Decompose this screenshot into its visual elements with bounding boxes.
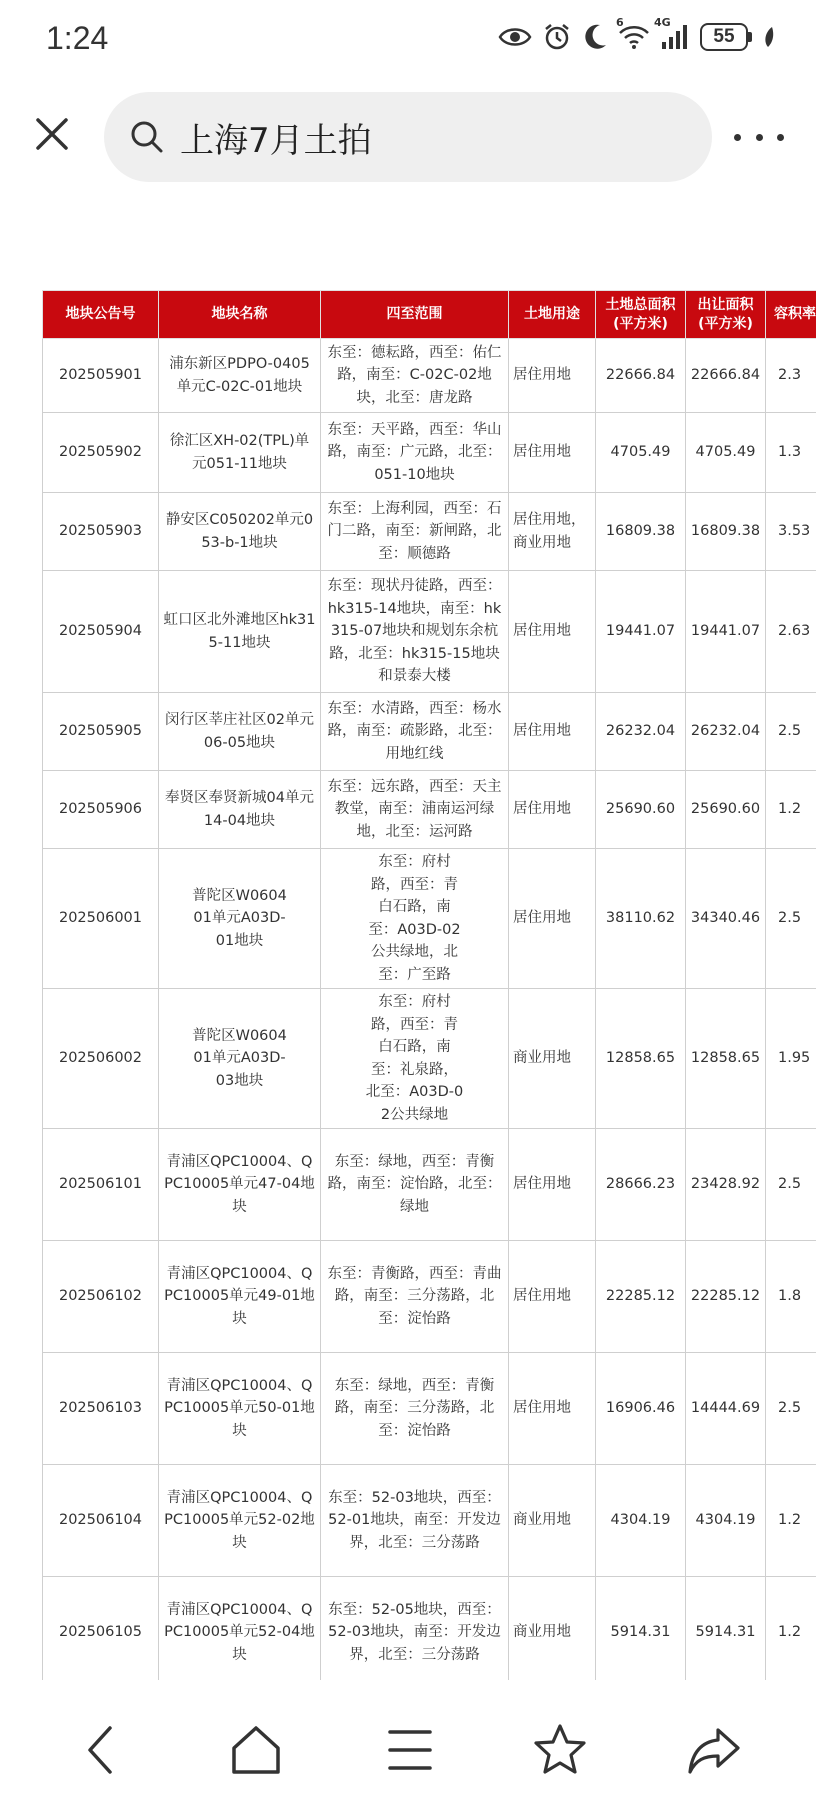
search-icon [130, 120, 164, 154]
cell-sell-area: 4705.49 [686, 413, 766, 493]
cell-boundary: 东至：52-03地块，西至：52-01地块，南至：开发边界，北至：三分荡路 [321, 1465, 509, 1577]
cell-plot-name: 青浦区QPC10004、QPC10005单元49-01地块 [159, 1241, 321, 1353]
cell-boundary: 东至：远东路，西至：天主教堂，南至：浦南运河绿地，北至：运河路 [321, 771, 509, 849]
cell-notice-no: 202506001 [43, 849, 159, 989]
moon-icon [582, 23, 608, 51]
wifi-indicator [616, 16, 650, 50]
cell-notice-no: 202505903 [43, 493, 159, 571]
cell-notice-no: 202506002 [43, 989, 159, 1129]
table-row [43, 989, 816, 1129]
cell-boundary: 东至：绿地，西至：青衡路，南至：淀怡路，北至：绿地 [321, 1129, 509, 1241]
alarm-icon [542, 22, 572, 52]
table-row [43, 693, 816, 771]
cell-boundary: 东至：府村路，西至：青白石路，南至：A03D-02公共绿地，北至：广至路 [321, 849, 509, 989]
cell-notice-no: 202506103 [43, 1353, 159, 1465]
cell-notice-no: 202506101 [43, 1129, 159, 1241]
cell-boundary: 东至：青衡路，西至：青曲路，南至：三分荡路，北至：淀怡路 [321, 1241, 509, 1353]
cell-far: 2.63 [766, 571, 816, 693]
header-total-area [596, 291, 686, 339]
cell-plot-name: 青浦区QPC10004、QPC10005单元52-04地块 [159, 1577, 321, 1681]
cell-boundary: 东至：52-05地块，西至：52-03地块，南至：开发边界，北至：三分荡路 [321, 1577, 509, 1681]
more-options-button[interactable] [734, 122, 784, 152]
cell-total-area: 38110.62 [596, 849, 686, 989]
header-far: 容积率 [766, 291, 816, 339]
cell-boundary: 东至：德耘路，西至：佑仁路，南至：C-02C-02地块，北至：唐龙路 [321, 339, 509, 413]
cell-far: 1.2 [766, 771, 816, 849]
cell-sell-area: 25690.60 [686, 771, 766, 849]
cell-total-area: 16906.46 [596, 1353, 686, 1465]
battery-icon [700, 23, 752, 51]
cell-land-use: 居住用地 [509, 771, 596, 849]
table-row [43, 771, 816, 849]
header-sell-area-line1: 出让面积 [697, 296, 754, 313]
menu-icon [380, 1720, 440, 1780]
cell-total-area: 12858.65 [596, 989, 686, 1129]
search-input[interactable] [180, 117, 660, 157]
cell-notice-no: 202505906 [43, 771, 159, 849]
cell-plot-name: 虹口区北外滩地区hk315-11地块 [159, 571, 321, 693]
back-button[interactable] [74, 1720, 134, 1780]
cell-total-area: 16809.38 [596, 493, 686, 571]
cell-sell-area: 5914.31 [686, 1577, 766, 1681]
cell-far: 2.5 [766, 1353, 816, 1465]
favorite-button[interactable] [530, 1720, 590, 1780]
header-land-use: 土地用途 [509, 291, 596, 339]
share-icon [684, 1720, 744, 1780]
table-row [43, 1241, 816, 1353]
cell-total-area: 26232.04 [596, 693, 686, 771]
cell-sell-area: 4304.19 [686, 1465, 766, 1577]
cell-boundary: 东至：绿地，西至：青衡路，南至：三分荡路，北至：淀怡路 [321, 1353, 509, 1465]
cell-boundary: 东至：府村路，西至：青白石路，南至：礼泉路，北至：A03D-02公共绿地 [321, 989, 509, 1129]
close-icon [30, 112, 74, 156]
cell-sell-area: 23428.92 [686, 1129, 766, 1241]
cell-plot-name: 普陀区W060401单元A03D-01地块 [159, 849, 321, 989]
search-bar[interactable] [104, 92, 712, 182]
table-row [43, 493, 816, 571]
header-sell-area [686, 291, 766, 339]
header-total-area-line1: 土地总面积 [605, 296, 676, 313]
table-row [43, 1577, 816, 1681]
table-body [43, 339, 816, 1681]
header-boundary: 四至范围 [321, 291, 509, 339]
land-auction-table-container[interactable] [42, 290, 816, 1680]
more-dot-icon [734, 134, 741, 141]
land-auction-table [42, 290, 816, 1680]
cell-total-area: 22666.84 [596, 339, 686, 413]
search-header [0, 92, 816, 182]
network-badge: 4G [654, 16, 671, 29]
cell-far: 1.2 [766, 1465, 816, 1577]
bottom-navigation [0, 1700, 816, 1800]
cell-sell-area: 26232.04 [686, 693, 766, 771]
table-row [43, 1129, 816, 1241]
cell-far: 3.53 [766, 493, 816, 571]
cell-total-area: 22285.12 [596, 1241, 686, 1353]
back-icon [74, 1720, 134, 1780]
cell-plot-name: 静安区C050202单元053-b-1地块 [159, 493, 321, 571]
cell-land-use: 商业用地 [509, 1465, 596, 1577]
cell-land-use: 居住用地 [509, 339, 596, 413]
cell-notice-no: 202505902 [43, 413, 159, 493]
cell-land-use: 商业用地 [509, 989, 596, 1129]
cell-far: 1.95 [766, 989, 816, 1129]
battery-level: 55 [700, 23, 748, 51]
table-row [43, 339, 816, 413]
cell-land-use: 居住用地，商业用地 [509, 493, 596, 571]
cell-land-use: 居住用地 [509, 849, 596, 989]
cell-notice-no: 202506104 [43, 1465, 159, 1577]
more-dot-icon [756, 134, 763, 141]
wifi-badge: 6 [616, 16, 624, 29]
cell-sell-area: 14444.69 [686, 1353, 766, 1465]
cell-total-area: 4705.49 [596, 413, 686, 493]
cell-boundary: 东至：水清路，西至：杨水路，南至：疏影路，北至：用地红线 [321, 693, 509, 771]
cell-plot-name: 青浦区QPC10004、QPC10005单元50-01地块 [159, 1353, 321, 1465]
cell-sell-area: 22285.12 [686, 1241, 766, 1353]
cell-land-use: 居住用地 [509, 693, 596, 771]
eye-icon [498, 24, 532, 50]
table-row [43, 571, 816, 693]
cell-total-area: 25690.60 [596, 771, 686, 849]
cell-far: 2.3 [766, 339, 816, 413]
cell-plot-name: 闵行区莘庄社区02单元06-05地块 [159, 693, 321, 771]
cell-total-area: 5914.31 [596, 1577, 686, 1681]
table-row [43, 1465, 816, 1577]
status-icons [498, 16, 776, 52]
cell-boundary: 东至：上海利园，西至：石门二路，南至：新闸路，北至：顺德路 [321, 493, 509, 571]
cell-land-use: 居住用地 [509, 1353, 596, 1465]
cell-land-use: 居住用地 [509, 413, 596, 493]
more-dot-icon [777, 134, 784, 141]
table-row [43, 1353, 816, 1465]
home-button[interactable] [226, 1720, 286, 1780]
cell-plot-name: 普陀区W060401单元A03D-03地块 [159, 989, 321, 1129]
header-total-area-line2: (平方米) [613, 315, 668, 332]
cell-plot-name: 浦东新区PDPO-0405单元C-02C-01地块 [159, 339, 321, 413]
cell-boundary: 东至：天平路，西至：华山路，南至：广元路，北至：051-10地块 [321, 413, 509, 493]
cell-far: 1.8 [766, 1241, 816, 1353]
cell-plot-name: 徐汇区XH-02(TPL)单元051-11地块 [159, 413, 321, 493]
header-notice-no: 地块公告号 [43, 291, 159, 339]
cell-sell-area: 34340.46 [686, 849, 766, 989]
table-header-row [43, 291, 816, 339]
home-icon [226, 1720, 286, 1780]
cell-plot-name: 青浦区QPC10004、QPC10005单元52-02地块 [159, 1465, 321, 1577]
header-plot-name: 地块名称 [159, 291, 321, 339]
cell-total-area: 28666.23 [596, 1129, 686, 1241]
header-sell-area-line2: (平方米) [698, 315, 753, 332]
table-row [43, 413, 816, 493]
status-bar [0, 0, 816, 80]
status-time: 1:24 [46, 20, 109, 56]
cell-total-area: 4304.19 [596, 1465, 686, 1577]
cell-far: 2.5 [766, 693, 816, 771]
cell-land-use: 居住用地 [509, 1129, 596, 1241]
cell-far: 1.3 [766, 413, 816, 493]
table-row [43, 849, 816, 989]
cell-far: 1.2 [766, 1577, 816, 1681]
cell-sell-area: 19441.07 [686, 571, 766, 693]
cell-far: 2.5 [766, 1129, 816, 1241]
cell-sell-area: 12858.65 [686, 989, 766, 1129]
share-button[interactable] [684, 1720, 744, 1780]
cell-sell-area: 16809.38 [686, 493, 766, 571]
cell-notice-no: 202505901 [43, 339, 159, 413]
cell-notice-no: 202505905 [43, 693, 159, 771]
signal-indicator [654, 16, 690, 50]
star-icon [530, 1720, 590, 1780]
cell-sell-area: 22666.84 [686, 339, 766, 413]
cell-plot-name: 奉贤区奉贤新城04单元14-04地块 [159, 771, 321, 849]
menu-button[interactable] [380, 1720, 440, 1780]
cell-boundary: 东至：现状丹徒路，西至：hk315-14地块，南至：hk315-07地块和规划东余杭路，北至：hk315-15地块和景泰大楼 [321, 571, 509, 693]
cell-notice-no: 202506105 [43, 1577, 159, 1681]
cell-notice-no: 202505904 [43, 571, 159, 693]
cell-land-use: 居住用地 [509, 1241, 596, 1353]
cell-far: 2.5 [766, 849, 816, 989]
cell-notice-no: 202506102 [43, 1241, 159, 1353]
cell-land-use: 居住用地 [509, 571, 596, 693]
cell-plot-name: 青浦区QPC10004、QPC10005单元47-04地块 [159, 1129, 321, 1241]
leaf-icon [762, 25, 776, 49]
cell-total-area: 19441.07 [596, 571, 686, 693]
cell-land-use: 商业用地 [509, 1577, 596, 1681]
close-button[interactable] [30, 112, 74, 156]
